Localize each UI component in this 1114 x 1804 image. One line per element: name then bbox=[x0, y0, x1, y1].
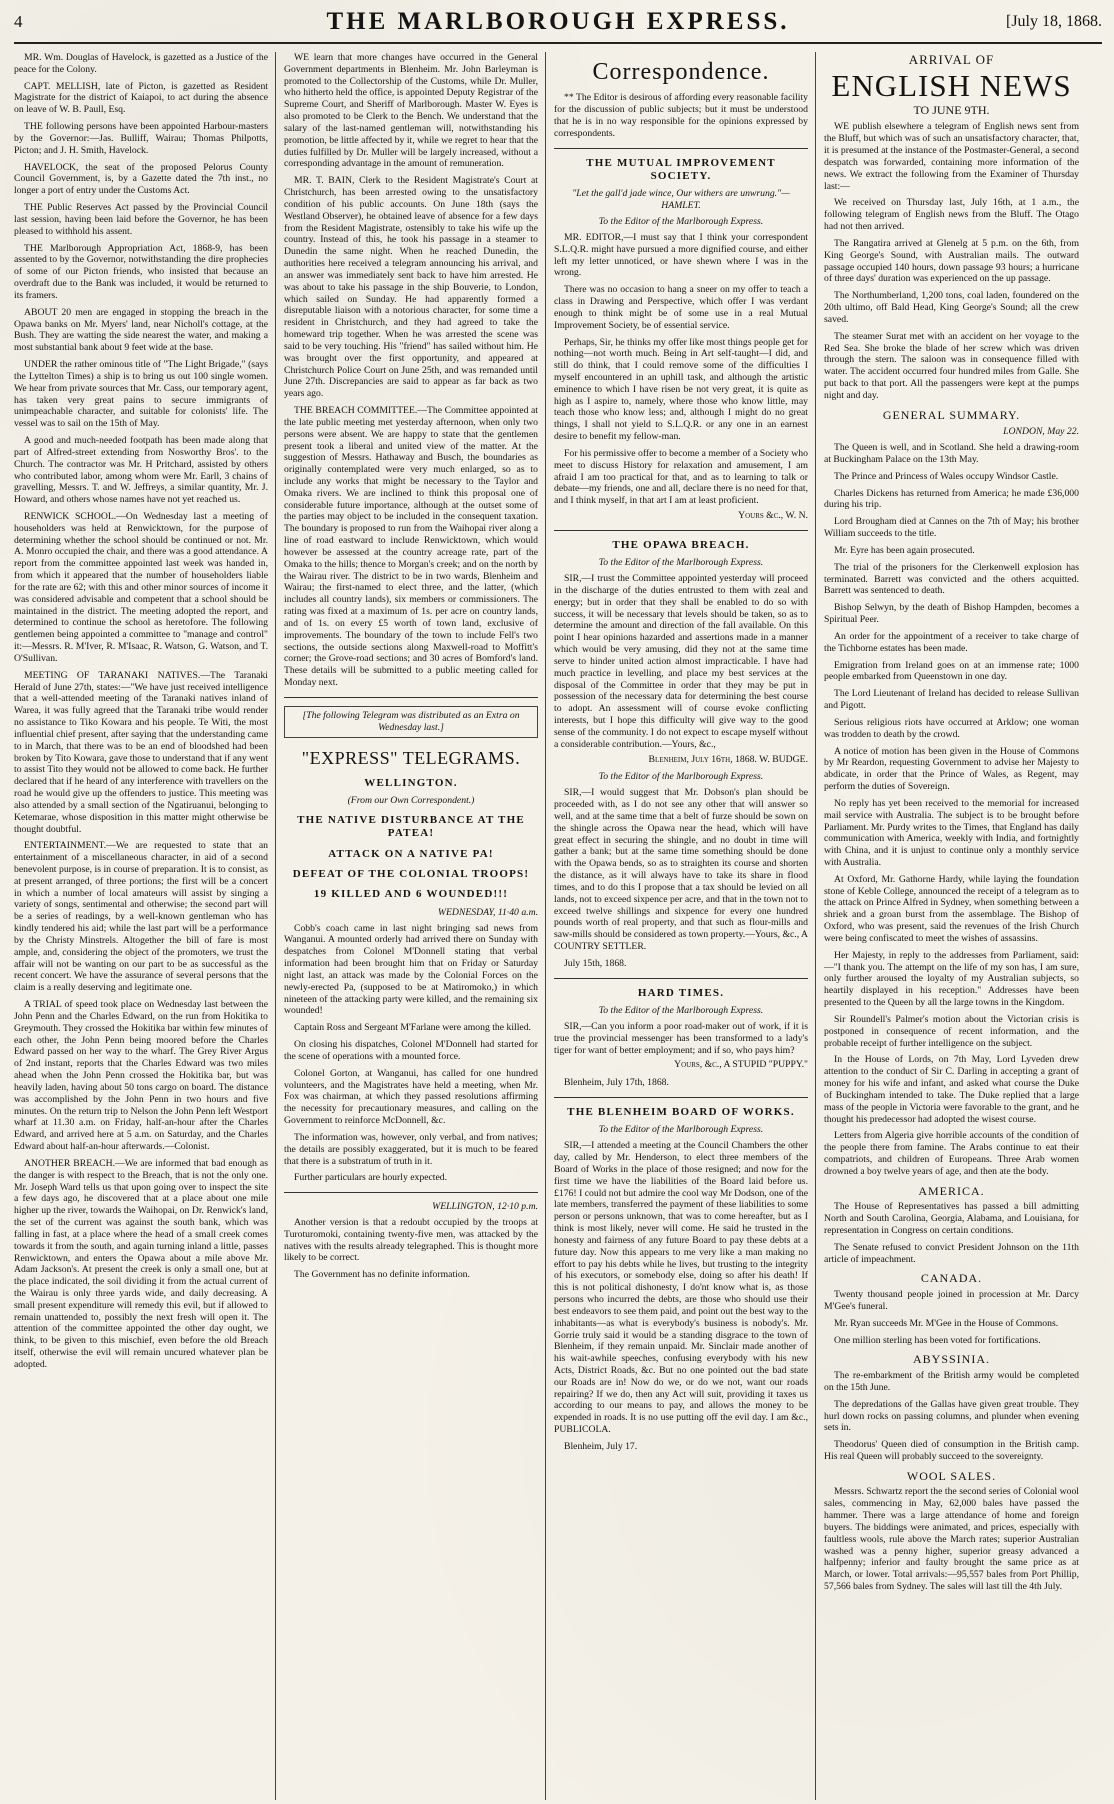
correspondence-heading: Correspondence. bbox=[592, 59, 770, 85]
article-paragraph: A notice of motion has been given in the House of Commons by Mr Reardon, requesting Government to advise her Majesty to abdicate, in order that the Prince of Wales, as Regent, may perform the duties of Sovereign. bbox=[824, 745, 1079, 793]
article-paragraph: Letters from Algeria give horrible accounts of the condition of the people there from famine. The Arabs continue to eat their compatriots, and children of Europeans. Three Arab women drowned a boy twelve years of age, and then ate the body. bbox=[824, 1130, 1079, 1177]
article-paragraph: HAVELOCK, the seat of the proposed Pelorus County Council Government, is, by a Gazette dated the 7th inst., no longer a port of entry under the Customs Act. bbox=[14, 161, 268, 197]
article-paragraph: Colonel Gorton, at Wanganui, has called for one hundred volunteers, and the Magistrates have held a meeting, when Mr. Fox was chairman, at which they passed resolutions affirming the necessity for precautionary measures, and calling on the Government to reinforce McDonnell, &c. bbox=[284, 1067, 538, 1127]
boxed-notice: [The following Telegram was distributed as an Extra on Wednesday last.] bbox=[284, 706, 538, 738]
article-paragraph: A TRIAL of speed took place on Wednesday last between the John Penn and the Charles Edward, on the run from Hokitika to Greymouth. They crossed the Hokitika bar within few minutes of each other, the John Penn being moored before the Charles Edward passed on her way to the wharf. The Grey River Argus of 2nd instant, reports that the Charles Edward was two miles ahead when the John Penn crossed the Hokitika bar, but was heavily laden, having about 50 tons cargo on board. The distance was accomplished by the John Penn in two hours and five minutes. On the return trip to Nelson the John Penn left Westport wharf at 11.30 a.m. on Friday, half-an-hour after the Charles Edward, and arrived here at 5 a.m. on Saturday, and the Charles Edward about half-an-hour afterwards.—Colonist. bbox=[14, 999, 268, 1153]
article-paragraph: A good and much-needed footpath has been made along that part of Alfred-street extending from Nosworthy Bros'. to the Church. The contractor was Mr. H Pritchard, assisted by others who contributed labor, among whom were Mr. Earll, 3 chains of gravelling, Messrs. T. and W. Jeffreys, a similar quantity, Mr. J. Howard, and others whose names have not yet reached us. bbox=[14, 435, 268, 506]
article-paragraph: SIR,—I trust the Committee appointed yesterday will proceed in the discharge of the duties entrusted to them with zeal and energy; but in order that they shall be enabled to do so with success, it will be necessary that levels should be taken, so as to determine the amount and direction of the fall available. On this point I hear opinions hazarded and assertions made in a manner which would be very amusing, did they not at the same time serve to hinder united action almost impracticable. I have had much practice in levelling, and place my best services at the disposal of the Committee in order that they may be put in possession of the necessary data for determining the best course to adopt. An assessment will of course evoke conflicting interests, but I hope this difficulty will give way to the good sense of the community. I do not expect to escape myself without a considerable contribution.—Yours, &c., bbox=[554, 573, 808, 750]
italic-note: To the Editor of the Marlborough Express. bbox=[598, 1124, 764, 1136]
article-paragraph: MR. T. BAIN, Clerk to the Resident Magistrate's Court at Christchurch, has been arrested owing to the unsatisfactory condition of his public accounts. On June 18th (says the Westland Observer), he obtained leave of absence for a few days from the Resident Magistrate, ostensibly to take his wife up the country. Instead of this, he took his passage in a steamer to Dunedin the same night. When he reached Dunedin, the authorities here received a telegram announcing his arrival, and an answer was immediately sent back to have him arrested. He was about to take his passage in the ship Bouverie, to London, which sailed on Sunday. He had apparently formed a disreputable liaison with a notorious character, for some time a resident in Christchurch, and they had agreed to take the homeward trip together. When he was arrested the scene was said to be very touching. His "friend" has sailed without him. He was brought over the first opportunity, and appeared at Christchurch Police Court on June 25th, and was remanded until June 27th. Discrepancies are said to appear as far back as two years ago. bbox=[284, 175, 538, 400]
column-3 bbox=[554, 52, 816, 1800]
article-paragraph: The Lord Lieutenant of Ireland has decided to release Sullivan and Pigott. bbox=[824, 688, 1079, 712]
article-paragraph: At Oxford, Mr. Gathorne Hardy, while laying the foundation stone of Keble College, announced the receipt of a telegram as to the attack on Prince Alfred in Sydney, when something between a shriek and a groan burst from the assemblage. The Bishop of Oxford, who was present, said the revenues of the Irish Church were being confiscated to meet the wishes of assassins. bbox=[824, 873, 1079, 944]
letter-signature: Blenheim, July 16th, 1868. W. BUDGE. bbox=[648, 753, 808, 765]
article-paragraph: MEETING OF TARANAKI NATIVES.—The Taranaki Herald of June 27th, states:—"We have just received intelligence that a well-attended meeting of the Taranaki natives inland of Warea, it was fully agreed that the Taranaki tribe would render no assistance to Tiko Kowara and his people. Te Witi, the most influential chief present, after saying that the understanding came to in March, that there was to be an end of bloodshed had been broken by Tito Kowara, gave those to understand that if any went to assist Tito they would not be allowed to come back. He further declared that if he heard of any interference with travellers on the road he would give up the offenders to justice. This meeting was also attended by a small section of the Ngatiruanui, belonging to Ketemarae, whose disposition in this matter might otherwise be thought doubtful. bbox=[14, 669, 268, 835]
section-heading: ATTACK ON A NATIVE PA! bbox=[328, 847, 494, 860]
dateline: WEDNESDAY, 11·40 a.m. bbox=[437, 906, 538, 918]
italic-note: To the Editor of the Marlborough Express. bbox=[598, 771, 764, 783]
article-paragraph: THE Public Reserves Act passed by the Provincial Council last session, having been laid before the Governor, he has been pleased to withhold his assent. bbox=[14, 202, 268, 237]
article-paragraph: For his permissive offer to become a member of a Society who meet to discuss History for relaxation and amusement, I am afraid I am too practical for that, and as to learning to talk or debate—my friends, one and all, declare there is no need for that, and I think myself, in that art I am at least proficient. bbox=[554, 447, 808, 507]
article-paragraph: No reply has yet been received to the memorial for increased mail service with Australia. The subject is to be brought before Parliament. Mr. Purdy writes to the Times, that England has daily communication with America, weekly with India, and fortnightly with China, and it is unjust to continue only a monthly service with Australia. bbox=[824, 797, 1079, 868]
section-heading: HARD TIMES. bbox=[637, 986, 725, 999]
section-heading: THE NATIVE DISTURBANCE AT THE PATEA! bbox=[297, 813, 525, 840]
article-paragraph: Bishop Selwyn, by the death of Bishop Hampden, becomes a Spiritual Peer. bbox=[824, 602, 1079, 626]
article-paragraph: The Prince and Princess of Wales occupy Windsor Castle. bbox=[834, 470, 1059, 482]
italic-note: To the Editor of the Marlborough Express. bbox=[598, 557, 764, 569]
news-columns bbox=[14, 52, 1102, 1800]
article-paragraph: Messrs. Schwartz report the the second series of Colonial wool sales, commencing in May, 62,000 bales have passed the hammer. There was a large attendance of home and foreign buyers. The biddings were animated, and prices, especially with faultless wools, rule above the March rates; superior Australian washed was a penny higher, superior greasy advanced a halfpenny; inferior and faulty brought the same price as at March, or lower. Total arrivals:—95,557 bales from Port Phillip, 57,566 bales from Sydney. The sales will last till the 4th July. bbox=[824, 1486, 1079, 1593]
italic-note: To the Editor of the Marlborough Express. bbox=[598, 1005, 764, 1017]
article-paragraph: The House of Representatives has passed a bill admitting North and South Carolina, Georgia, Alabama, and Louisiana, for representation in Congress on certain conditions. bbox=[824, 1201, 1079, 1236]
column-divider-rule bbox=[554, 978, 808, 979]
article-paragraph: ABOUT 20 men are engaged in stopping the breach in the Opawa banks on Mr. Myers' land, near Nicholl's cottage, at the Bush. They are watting the side nearest the water, and making a most substantial bank about 9 feet wide at the base. bbox=[14, 306, 268, 354]
article-paragraph: ** The Editor is desirous of affording every reasonable facility for the discussion of public subjects; but it must be understood that he is in no way responsible for the opinions expressed by correspondents. bbox=[554, 92, 808, 139]
article-paragraph: Lord Brougham died at Cannes on the 7th of May; his brother William succeeds to the title. bbox=[824, 516, 1079, 540]
italic-note: To the Editor of the Marlborough Express. bbox=[598, 216, 764, 228]
page-number: 4 bbox=[14, 12, 23, 31]
letter-signature: Yours &c., W. N. bbox=[738, 510, 808, 522]
article-paragraph: Twenty thousand people joined in procession at Mr. Darcy M'Gee's funeral. bbox=[824, 1289, 1079, 1312]
section-heading: 19 KILLED AND 6 WOUNDED!!! bbox=[313, 888, 509, 901]
article-paragraph: The Government has no definite information. bbox=[294, 1269, 470, 1281]
article-paragraph: The steamer Surat met with an accident on her voyage to the Red Sea. She broke the blade of her screw which was driven through the stern. The saloon was in consequence filled with water. The accident occurred four hundred miles from Galle. She put back to that port. All the passengers were kept at the pumps night and day. bbox=[824, 330, 1079, 401]
article-paragraph: MR. Wm. Douglas of Havelock, is gazetted as a Justice of the peace for the Colony. bbox=[14, 52, 268, 75]
article-paragraph: Perhaps, Sir, he thinks my offer like most things people get for nothing—not worth much. Being in Art self-taught—I did, and still do think, that I could remove some of the difficulties I myself encountered in an uphill task, and although the artistic eminence to which I have risen be not very great, it is quite as high as I aspire to, namely, where those who know little, may teach those who know less; and, although I might do no great things, I shall not yield to S.L.Q.R. or any one in an earnest desire to benefit my fellow-man. bbox=[554, 336, 808, 443]
article-paragraph: We received on Thursday last, July 16th, at 1 a.m., the following telegram of English news from the Bluff. The Otago had not then arrived. bbox=[824, 197, 1079, 233]
article-paragraph: WE publish elsewhere a telegram of English news sent from the Bluff, but which was of such an unsatisfactory character, that, it is presumed at the instance of the Postmaster-General, a second despatch was forwarded, containing more information of the news. We extract the following from the Examiner of Thursday last:— bbox=[824, 121, 1079, 192]
news-subheading: CANADA. bbox=[920, 1271, 983, 1286]
dateline: WELLINGTON, 12·10 p.m. bbox=[432, 1201, 538, 1213]
news-subheading: AMERICA. bbox=[918, 1183, 985, 1198]
article-paragraph: Mr. Ryan succeeds Mr. M'Gee in the House of Commons. bbox=[834, 1317, 1059, 1329]
italic-note: (From our Own Correspondent.) bbox=[347, 794, 475, 806]
article-paragraph: July 15th, 1868. bbox=[564, 957, 627, 969]
article-paragraph: On closing his dispatches, Colonel M'Donnell had started for the scene of operations with a mounted force. bbox=[284, 1039, 538, 1062]
section-heading: THE OPAWA BREACH. bbox=[612, 538, 750, 551]
article-paragraph: Further particulars are hourly expected. bbox=[294, 1172, 448, 1184]
article-paragraph: The Rangatira arrived at Glenelg at 5 p.m. on the 6th, from King George's Sound, with Australian mails. The outward passage occupied 140 hours, down passage 93 hours; a hurricane of three days' duration was experienced on the up passage. bbox=[824, 237, 1079, 285]
column-2 bbox=[284, 52, 546, 1800]
arrival-label: ARRIVAL OF bbox=[908, 52, 995, 67]
section-heading: THE MUTUAL IMPROVEMENT SOCIETY. bbox=[586, 156, 776, 182]
article-paragraph: Cobb's coach came in last night bringing sad news from Wanganui. A mounted orderly had arrived there on Sunday with despatches from Colonel M'Donnell stating that verbal information had been brought him that on Friday or Saturday night last, an attack was made by the Colonial Forces on the newly-erected Pa, (supposed to be at Matiromoko,) in which nineteen of the attacking party were killed, and the remaining six wounded! bbox=[284, 922, 538, 1017]
article-paragraph: The re-embarkment of the British army would be completed on the 15th June. bbox=[824, 1370, 1079, 1393]
news-subheading: GENERAL SUMMARY. bbox=[882, 407, 1021, 422]
article-paragraph: UNDER the rather ominous title of "The Light Brigade," (says the Lyttelton Times) a ship is to bring us out 100 single women. We hear from private sources that Mr. Cass, our temporary agent, has taken very great pains to secure immigrants of unimpeachable character, and suitable for colonists' life. The vessel was to sail on the 15th of May. bbox=[14, 359, 268, 430]
section-heading: WELLINGTON. bbox=[364, 776, 458, 789]
article-paragraph: Mr. Eyre has been again prosecuted. bbox=[834, 544, 975, 556]
issue-date: [July 18, 1868. bbox=[1006, 13, 1102, 30]
english-news-heading bbox=[824, 52, 1079, 117]
article-paragraph: The depredations of the Gallas have given great trouble. They hurl down rocks on passing columns, and plunder when evening sets in. bbox=[824, 1398, 1079, 1434]
column-divider-rule bbox=[284, 697, 538, 698]
article-paragraph: The Queen is well, and in Scotland. She held a drawing-room at Buckingham Palace on the 13th May. bbox=[824, 442, 1079, 465]
article-paragraph: Another version is that a redoubt occupied by the troops at Turoturomoki, containing twenty-five men, was attacked by the natives with the results already telegraphed. This is thought more likely to be correct. bbox=[284, 1216, 538, 1264]
article-paragraph: The information was, however, only verbal, and from natives; the details are possibly exaggerated, but it is much to be feared that there is a substratum of truth in it. bbox=[284, 1131, 538, 1167]
letter-signature: Yours, &c., A STUPID "PUPPY." bbox=[674, 1059, 808, 1071]
newspaper-title: THE MARLBOROUGH EXPRESS. bbox=[326, 8, 790, 35]
section-heading: DEFEAT OF THE COLONIAL TROOPS! bbox=[292, 867, 530, 880]
article-paragraph: WE learn that more changes have occurred in the General Government departments in Blenheim. Mr. John Barleyman is promoted to the Collectorship of the Customs, while Dr. Muller, who hitherto held the office, is appointed Deputy Registrar of the Supreme Court, and Sheriff of Marlborough. Master W. Eyes is also promoted to be Clerk to the Bench. We understand that the salary of the last-named gentleman will, notwithstanding his promotion, be little affected by it, while we regret to hear that the duties fulfilled by Dr. Muller will be largely increased, without a corresponding advantage in the amount of remuneration. bbox=[284, 52, 538, 170]
column-divider-rule bbox=[554, 530, 808, 531]
dateline: LONDON, May 22. bbox=[1003, 426, 1079, 438]
article-paragraph: THE following persons have been appointed Harbour-masters by the Governor:—Jas. Bulliff, Wairau; Thomas Philpotts, Picton; and J. H. Smith, Havelock. bbox=[14, 121, 268, 156]
article-paragraph: Serious religious riots have occurred at Arklow; one woman was trodden to death by the crowd. bbox=[824, 716, 1079, 740]
column-1 bbox=[14, 52, 276, 1800]
column-4 bbox=[824, 52, 1086, 1800]
article-paragraph: One million sterling has been voted for fortifications. bbox=[834, 1334, 1041, 1346]
section-heading: THE BLENHEIM BOARD OF WORKS. bbox=[567, 1106, 795, 1119]
article-paragraph: CAPT. MELLISH, late of Picton, is gazetted as Resident Magistrate for the district of Kaiapoi, to act during the absence on leave of W. B. Paull, Esq. bbox=[14, 80, 268, 116]
article-paragraph: SIR,—I would suggest that Mr. Dobson's plan should be proceeded with, as I do not see any other that will answer so well, and at the same time that a belt of furze should be sown on the shingle across the Opawa near the head, which will have great effect in securing the shingle, and no doubt in time will gather a bank; but at the same time something should be done with the Opawa bends, so as to straighten its course and shorten the distance, as it will always have to take its share in flood times, and to do this I propose that a tax should be levied on all lands, not to exceed sixpence per acre, and that in the town not to exceed twelve shillings and sixpence for every one hundred pounds worth of real property, and that such as flour-mills and saw-mills should be considered as town property.—Yours, &c., A COUNTRY SETTLER. bbox=[554, 787, 809, 952]
news-subheading: ABYSSINIA. bbox=[912, 1352, 990, 1367]
article-paragraph: Charles Dickens has returned from America; he made £36,000 during his trip. bbox=[824, 487, 1079, 511]
article-paragraph: Blenheim, July 17. bbox=[564, 1440, 638, 1452]
article-paragraph: ANOTHER BREACH.—We are informed that bad enough as the danger is with respect to the Breach, that is not the only one. Mr. Joseph Ward tells us that upon going over to inspect the site a few days ago, he discovered that at a place about one mile higher up the river, towards the Waihopai, on Dr. Renwick's land, the set of the current was against the south bank, which was falling in fast, at a place where the head of a small creek comes towards it from the south, and again turning inland a little, passes Renwicktown, and enters the Opawa about a mile above Mr. Adam Jackson's. At present the creek is only a small one, but at the place indicated, the soil dividing it from the actual current of the Wairau is only three yards wide, and daily decreasing. A small present expenditure will remedy this evil, but if allowed to remain unattended to, possibly the next fresh will open it. The attention of the committee appointed the other day ought, we think, to be given to this mischief, even before the old Breach itself, otherwise the evil will remain uncured whatever plan be adopted. bbox=[14, 1157, 268, 1370]
article-paragraph: Sir Roundell's Palmer's motion about the Victorian crisis is postponed in consequence of recent information, and the probable receipt of further intelligence on the subject. bbox=[824, 1013, 1079, 1049]
masthead bbox=[14, 8, 1102, 44]
article-paragraph: THE BREACH COMMITTEE.—The Committee appointed at the late public meeting met yesterday afternoon, when only two persons were absent. We are happy to state that the gentlemen present took a liberal and united view of the matter. At the suggestion of Messrs. Hathaway and Busch, the boundaries as originally contemplated were very much enlarged, so as to include any works that might be necessary to the Taylor and Omaka rivers. We are inclined to think this proposal one of considerable future importance, although at the outset some of the parties may object to be included in the consequent taxation. The boundary is proposed to run from the Waihopai river along a line of road eastward to include Renwicktown, which would however be assessed at the country acreage rate, part of the Omaka to the hills; thence to Morgan's creek; and on the north by the Wairau river. The district to be in two wards, Blenheim and Wairau; the first-named to elect three, and the latter, (which includes all country lands), six members or commissioners. The rating was fixed at a maximum of 1s. per acre on country lands, and of 1s. on every £5 worth of town land, exclusive of improvements. The boundary of the town to include Fell's two sections, the outside sections along Maxwell-road to Moffitt's corner; the Grove-road sections; and 30 acres of Bomford's land. These details will be submitted to a public meeting called for Monday next. bbox=[284, 405, 538, 689]
news-date: TO JUNE 9TH. bbox=[913, 102, 990, 117]
column-divider-rule bbox=[554, 148, 808, 149]
article-paragraph: The Northumberland, 1,200 tons, coal laden, foundered on the 20th ultimo, off Bald Head, King George's Sound; all the crew saved. bbox=[824, 290, 1079, 325]
article-paragraph: Theodorus' Queen died of consumption in the British camp. His real Queen will probably succeed to the sovereignty. bbox=[824, 1439, 1079, 1462]
article-paragraph: RENWICK SCHOOL.—On Wednesday last a meeting of householders was held at Renwicktown, for the purpose of determining whether the school should be continued or not. Mr. A. Monro occupied the chair, and there was a good attendance. A report from the committee appointed last week was handed in, from which it appeared that the number of householders liable for the rate are 62; with this and other minor sources of income it was considered advisable and competent that a school should be maintained in the district. The meeting adopted the report, and determined to continue the school as heretofore. The following gentlemen being appointed a committee to "manage and control" it:—Messrs. R. M'Iver, R. M'Isaac, R. Watson, G. Watson, and T. O'Sullivan. bbox=[14, 510, 268, 664]
article-paragraph: MR. EDITOR,—I must say that I think your correspondent S.L.Q.R. might have pursued a more dignified course, and either left my letter unnoticed, or have shewn where I was in the wrong. bbox=[554, 231, 808, 279]
article-paragraph: The trial of the prisoners for the Clerkenwell explosion has terminated. Barrett was convicted and the others acquitted. Barrett was sentenced to death. bbox=[824, 561, 1079, 597]
article-paragraph: ENTERTAINMENT.—We are requested to state that an entertainment of a miscellaneous character, in aid of a second benevolent purpose, is in course of preparation. It is to consist, as at present arranged, of three portions; the first will be a concert in which a number of local amateurs will assist by singing a variety of songs, sentimental and otherwise; the second part will be a series of readings, by a well-known gentleman who has kindly tendered his aid; while the last part will be a performance by the Christy Minstrels. Altogether the bill of fare is most ample, and, considering the object of the promoters, we trust the affair will not be wanting on our part to be as successful as the recent concert. We have the assurance of several persons that the claim is a really deserving and legitimate one. bbox=[14, 840, 268, 994]
article-paragraph: SIR,—Can you inform a poor road-maker out of work, if it is true the provincial messenger has been transformed to a lady's tiger for want of better employment; and if so, who pays him? bbox=[554, 1020, 808, 1056]
article-paragraph: Blenheim, July 17th, 1868. bbox=[564, 1077, 669, 1089]
column-divider-rule bbox=[284, 1192, 538, 1193]
column-divider-rule bbox=[554, 1097, 808, 1098]
italic-note: "Let the gall'd jade wince, Our withers are unwrung."—HAMLET. bbox=[572, 188, 790, 212]
article-paragraph: Captain Ross and Sergeant M'Farlane were among the killed. bbox=[294, 1022, 531, 1034]
article-paragraph: In the House of Lords, on 7th May, Lord Lyveden drew attention to the conduct of Sir C. Darling in accepting a grant of money for his wife and infant, and asked what course the Duke of Buckingham intended to take. The Duke replied that a large mass of the people in Victoria were favorable to the grant, and he thought his predecessor had adopted the wisest course. bbox=[824, 1054, 1079, 1125]
article-paragraph: Her Majesty, in reply to the addresses from Parliament, said:—"I thank you. The attempt on the life of my son has, I am sure, only further aroused the loyalty of my Australian subjects, so heartily displayed in his reception." Addresses have been presented to the Queen by all the large towns in the Kingdom. bbox=[824, 949, 1079, 1009]
article-paragraph: Emigration from Ireland goes on at an immense rate; 1000 people embarked from Queenstown in one day. bbox=[824, 659, 1079, 683]
telegram-heading: "EXPRESS" TELEGRAMS. bbox=[301, 747, 521, 768]
english-news-title: ENGLISH NEWS bbox=[831, 67, 1072, 103]
news-subheading: WOOL SALES. bbox=[906, 1468, 997, 1483]
article-paragraph: SIR,—I attended a meeting at the Council Chambers the other day, called by Mr. Henderson, to elect three members of the Board of Works in the place of those resigned; and now for the first time we have the liabilities of the Board laid before us. £176! I could not but admire the cool way Mr Dodson, one of the late members, transferred the payment of these liabilities to some person or persons unknown, that was to come hereafter, but as I think is most likely, never will come. He said he trusted in the honesty and fairness of any future Board to pay these debts at a future day. Now this appears to me very like a man making no effort to pay his debts while he lives, but trusting to the integrity of his executors, or somebody else, doing so after his death! If this is not political dishonesty, I do'nt know what is, as those persons who incurred the debts, are those who should use their best endeavors to see them paid, and point out the best way to the inhabitants—as what is everybody's business is nobody's. Mr. Gorrie truly said it would be a standing disgrace to the town of Blenheim, if they remain unpaid. Mr. Sinclair made another of his wait-awhile speeches, confusing everybody with his new Acts, District Roads, &c. But no one pointed out the bad state our Roads are in! Now do we, or do we not, want our roads repairing? If we do, then any Act will suit, providing it taxes us according to our means to pay, and allows the money to be expended in roads. It is no use putting off the evil day. I am &c., PUBLICOLA. bbox=[554, 1140, 808, 1436]
article-paragraph: There was no occasion to hang a sneer on my offer to teach a class in Drawing and Perspective, which offer I was verdant enough to think might be of some use in a real Mutual Improvement Society, be of essential service. bbox=[554, 284, 808, 331]
article-paragraph: An order for the appointment of a receiver to take charge of the Tichborne estates has been made. bbox=[824, 630, 1079, 654]
article-paragraph: The Senate refused to convict President Johnson on the 11th article of impeachment. bbox=[824, 1241, 1079, 1265]
article-paragraph: THE Marlborough Appropriation Act, 1868-9, has been assented to by the Governor, notwithstanding the dire prophecies of some of our Picton friends, who insisted that because an overdraft due to the Bank was included, it would be returned to its framers. bbox=[14, 242, 268, 301]
